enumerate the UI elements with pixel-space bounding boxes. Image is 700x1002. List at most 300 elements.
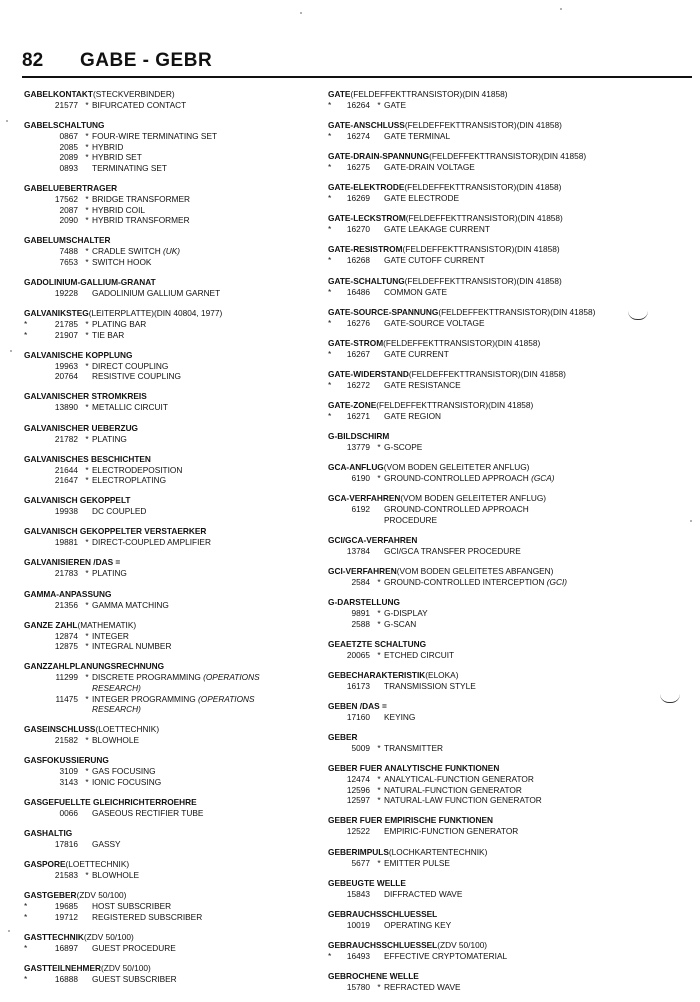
headword-text: GASTTEILNEHMER <box>24 963 101 974</box>
translation-row <box>328 287 658 298</box>
new-entry-mark <box>24 152 36 163</box>
translation-row <box>328 411 658 422</box>
new-entry-mark <box>24 475 36 486</box>
english-term: GCI/GCA TRANSFER PROCEDURE <box>384 545 521 556</box>
preferred-mark: * <box>377 981 381 992</box>
entry-headword <box>24 350 354 361</box>
preferred-mark: * <box>85 204 89 215</box>
entry-headword <box>24 932 354 943</box>
translation-row <box>24 100 354 111</box>
translation-row <box>328 712 658 723</box>
translation-row <box>24 215 354 226</box>
preferred-mark: * <box>377 774 381 785</box>
english-term: EFFECTIVE CRYPTOMATERIAL <box>384 950 508 961</box>
page-number: 82 <box>22 50 44 71</box>
translation-row <box>328 951 658 962</box>
entry-headword <box>328 847 658 858</box>
new-entry-mark: * <box>24 901 28 912</box>
new-entry-mark <box>24 735 36 746</box>
term-code: 21582 <box>54 735 78 746</box>
entry-headword <box>24 828 354 839</box>
headword-text: GALVANISIEREN /DAS = <box>24 557 121 568</box>
preferred-mark: * <box>85 776 89 787</box>
translation-row <box>328 224 658 235</box>
new-entry-mark <box>24 257 36 268</box>
translation-row <box>328 681 658 692</box>
preferred-mark: * <box>377 857 381 868</box>
headword-text: GEBEUGTE WELLE <box>328 877 406 888</box>
page-range-title: GABE - GEBR <box>80 50 213 71</box>
english-term: ELECTRODEPOSITION <box>92 464 183 475</box>
translation-row <box>24 361 354 372</box>
entry-headword <box>328 940 658 951</box>
preferred-mark: * <box>85 193 89 204</box>
translation-row <box>328 889 658 900</box>
translation-row <box>328 162 658 173</box>
new-entry-mark <box>24 777 36 788</box>
term-code: 16274 <box>346 131 370 142</box>
headword-text: GATE-ANSCHLUSS <box>328 120 405 131</box>
translation-row <box>328 826 658 837</box>
preferred-mark: * <box>85 246 89 257</box>
headword-text: GABELKONTAKT <box>24 89 93 99</box>
english-term: HYBRID SET <box>92 152 142 163</box>
english-term: GATE CURRENT <box>384 348 449 359</box>
headword-text: GANZZAHLPLANUNGSRECHNUNG <box>24 661 165 672</box>
english-term: ANALYTICAL-FUNCTION GENERATOR <box>384 774 534 785</box>
entry-headword <box>328 276 658 287</box>
dictionary-entry <box>24 724 354 746</box>
term-code: 16493 <box>346 950 370 961</box>
scan-speck <box>10 350 12 352</box>
english-term: ELECTROPLATING <box>92 475 167 486</box>
headword-qualifier: (FELDEFFEKTTRANSISTOR)(DIN 41858) <box>404 120 562 131</box>
preferred-mark: * <box>85 141 89 152</box>
entry-headword <box>24 620 354 631</box>
entry-headword <box>24 235 354 246</box>
english-term: G-DISPLAY <box>384 608 428 619</box>
new-entry-mark <box>24 288 36 299</box>
preferred-mark: * <box>377 649 381 660</box>
left-column <box>24 89 354 994</box>
headword-qualifier: (LOCHKARTENTECHNIK) <box>388 846 488 857</box>
term-code: 21644 <box>54 464 78 475</box>
term-code: 5009 <box>351 743 370 754</box>
term-code: 6190 <box>351 473 370 484</box>
term-code: 21782 <box>54 433 78 444</box>
dictionary-entry <box>328 120 658 142</box>
dictionary-entry <box>328 493 658 525</box>
english-term: HOST SUBSCRIBER <box>92 901 172 912</box>
headword-text: GCA-ANFLUG <box>328 462 384 473</box>
term-code: 21356 <box>54 599 78 610</box>
new-entry-mark: * <box>328 100 332 110</box>
translation-row <box>328 795 658 806</box>
preferred-mark <box>374 162 384 173</box>
english-term: BIFURCATED CONTACT <box>92 100 187 110</box>
dictionary-entry <box>328 701 658 723</box>
preferred-mark: * <box>85 766 89 777</box>
translation-row <box>24 672 354 693</box>
headword-text: GATE-WIDERSTAND <box>328 368 409 379</box>
preferred-mark <box>374 318 384 329</box>
new-entry-mark: * <box>24 942 28 953</box>
headword-text: GEBERIMPULS <box>328 846 389 857</box>
entry-headword <box>328 815 658 826</box>
dictionary-entry <box>328 307 658 329</box>
headword-text: GEBER <box>328 732 358 743</box>
translation-row <box>24 735 354 746</box>
term-code: 0893 <box>59 162 78 173</box>
entry-headword <box>24 890 354 901</box>
term-code: 12474 <box>346 774 370 785</box>
new-entry-mark: * <box>24 911 28 922</box>
new-entry-mark <box>24 194 36 205</box>
scan-speck <box>8 930 10 932</box>
translation-row <box>24 371 354 382</box>
new-entry-mark: * <box>24 974 28 985</box>
english-term: NATURAL-FUNCTION GENERATOR <box>384 784 522 795</box>
term-code: 13779 <box>346 442 370 453</box>
translation-row <box>24 402 354 413</box>
headword-qualifier: (FELDEFFEKTTRANSISTOR)(DIN 41858) <box>408 368 566 379</box>
new-entry-mark <box>24 631 36 642</box>
dictionary-entry <box>328 535 658 557</box>
scan-artifact <box>660 694 680 703</box>
new-entry-mark <box>328 473 340 484</box>
new-entry-mark: * <box>328 224 332 235</box>
dictionary-entry <box>328 639 658 661</box>
english-term: INTEGER PROGRAMMING (OPERATIONS RESEARCH) <box>92 693 255 715</box>
new-entry-mark <box>24 766 36 777</box>
dictionary-entry <box>24 557 354 579</box>
dictionary-entry <box>24 797 354 819</box>
entry-headword <box>328 701 658 712</box>
english-term: G-SCOPE <box>384 442 423 453</box>
right-column <box>328 89 658 1002</box>
entry-headword <box>328 89 658 100</box>
english-term: GATE CUTOFF CURRENT <box>384 255 485 266</box>
english-term: RESISTIVE COUPLING <box>92 371 181 382</box>
term-code: 12596 <box>346 784 370 795</box>
headword-text: GALVANIKSTEG <box>24 308 89 319</box>
term-code: 16888 <box>54 974 78 985</box>
entry-headword <box>24 963 354 974</box>
headword-text: GALVANISCHE KOPPLUNG <box>24 349 133 360</box>
term-code: 6192 <box>351 504 370 515</box>
preferred-mark <box>82 839 92 850</box>
english-term: REFRACTED WAVE <box>384 981 461 992</box>
translation-row <box>328 608 658 619</box>
english-term: TIE BAR <box>92 329 125 340</box>
headword-qualifier: (FELDEFFEKTTRANSISTOR)(DIN 41858) <box>383 337 541 348</box>
term-code: 19228 <box>54 287 78 298</box>
entry-headword <box>328 369 658 380</box>
english-term: COMMON GATE <box>384 286 447 297</box>
preferred-mark: * <box>85 131 89 142</box>
new-entry-mark <box>24 215 36 226</box>
term-code: 2087 <box>59 204 78 215</box>
headword-text: GEBRAUCHSSCHLUESSEL <box>328 939 438 950</box>
term-code: 7653 <box>59 256 78 267</box>
dictionary-entry <box>328 670 658 692</box>
new-entry-mark <box>24 142 36 153</box>
preferred-mark <box>374 349 384 360</box>
preferred-mark: * <box>377 784 381 795</box>
english-term: GATE RESISTANCE <box>384 379 461 390</box>
translation-row <box>24 319 354 330</box>
preferred-mark: * <box>377 795 381 806</box>
english-term: GROUND-CONTROLLED APPROACH PROCEDURE <box>384 504 529 525</box>
preferred-mark: * <box>85 433 89 444</box>
english-term: PLATING <box>92 433 127 444</box>
headword-text: GASGEFUELLTE GLEICHRICHTERROEHRE <box>24 797 197 807</box>
english-term: GATE-SOURCE VOLTAGE <box>384 317 485 328</box>
english-term: INTEGRAL NUMBER <box>92 641 172 652</box>
dictionary-entry <box>328 462 658 484</box>
translation-row <box>328 255 658 266</box>
dictionary-entry <box>328 89 658 111</box>
preferred-mark: * <box>85 464 89 475</box>
term-code: 17816 <box>54 839 78 850</box>
headword-text: GAMMA-ANPASSUNG <box>24 588 112 599</box>
english-term: NATURAL-LAW FUNCTION GENERATOR <box>384 795 542 806</box>
english-term: GROUND-CONTROLLED APPROACH (GCA) <box>384 473 555 484</box>
new-entry-mark: * <box>328 193 332 204</box>
translation-row <box>24 631 354 642</box>
term-code: 2584 <box>351 577 370 587</box>
term-code: 17562 <box>54 193 78 204</box>
translation-row <box>328 131 658 142</box>
entry-headword <box>328 244 658 255</box>
english-term: REGISTERED SUBSCRIBER <box>92 911 203 922</box>
english-term: GROUND-CONTROLLED INTERCEPTION (GCI) <box>384 577 568 587</box>
entry-headword <box>328 763 658 774</box>
entry-headword <box>328 639 658 650</box>
dictionary-entry <box>328 431 658 453</box>
new-entry-mark: * <box>328 286 332 297</box>
dictionary-entry <box>24 589 354 611</box>
headword-text: G-BILDSCHIRM <box>328 431 390 442</box>
scan-speck <box>690 520 692 522</box>
preferred-mark <box>374 712 384 723</box>
dictionary-entry <box>24 120 354 173</box>
preferred-mark <box>374 826 384 837</box>
preferred-mark <box>374 255 384 266</box>
entry-headword <box>24 661 354 672</box>
headword-text: GEBRAUCHSSCHLUESSEL <box>328 908 438 919</box>
headword-text: GASHALTIG <box>24 828 73 839</box>
entry-headword <box>328 535 658 546</box>
dictionary-entry <box>328 213 658 235</box>
dictionary-entry <box>328 276 658 298</box>
translation-row <box>24 600 354 611</box>
headword-qualifier: (ZDV 50/100) <box>83 931 134 942</box>
english-term: DIRECT-COUPLED AMPLIFIER <box>92 537 211 548</box>
dictionary-entry <box>328 971 658 993</box>
translation-row <box>24 205 354 216</box>
entry-headword <box>328 971 658 982</box>
term-code: 19963 <box>54 360 78 371</box>
new-entry-mark <box>24 641 36 652</box>
headword-qualifier: (FELDEFFEKTTRANSISTOR)(DIN 41858) <box>402 244 560 255</box>
entry-headword <box>24 589 354 600</box>
english-term: GAMMA MATCHING <box>92 599 169 610</box>
entry-headword <box>24 277 354 288</box>
preferred-mark <box>374 193 384 204</box>
new-entry-mark <box>24 694 36 715</box>
translation-row <box>328 619 658 630</box>
dictionary-entry <box>328 732 658 754</box>
translation-row <box>328 442 658 453</box>
term-code: 16897 <box>54 942 78 953</box>
term-code: 17160 <box>346 711 370 722</box>
dictionary-entry <box>328 182 658 204</box>
new-entry-mark <box>328 774 340 785</box>
entry-headword <box>24 724 354 735</box>
english-term: KEYING <box>384 711 416 722</box>
term-code: 0066 <box>59 808 78 818</box>
term-code: 12875 <box>54 641 78 652</box>
dictionary-entry <box>328 151 658 173</box>
headword-text: GABELUMSCHALTER <box>24 235 111 246</box>
preferred-mark <box>374 380 384 391</box>
dictionary-entry <box>24 89 354 111</box>
headword-text: GEAETZTE SCHALTUNG <box>328 638 427 649</box>
entry-headword <box>24 183 354 194</box>
headword-text: GABELSCHALTUNG <box>24 120 105 131</box>
preferred-mark: * <box>85 475 89 486</box>
term-code: 21907 <box>54 329 78 340</box>
headword-text: GATE-ELEKTRODE <box>328 182 405 193</box>
preferred-mark <box>82 371 92 382</box>
new-entry-mark: * <box>328 162 332 173</box>
translation-row <box>328 100 658 111</box>
preferred-mark <box>82 901 92 912</box>
translation-row <box>24 777 354 788</box>
term-code: 13784 <box>346 545 370 556</box>
term-code: 20764 <box>54 371 78 382</box>
entry-headword <box>24 557 354 568</box>
entry-headword <box>328 338 658 349</box>
term-code: 11475 <box>55 693 78 704</box>
translation-row <box>328 473 658 484</box>
entry-headword <box>328 400 658 411</box>
entry-headword <box>24 495 354 506</box>
preferred-mark: * <box>85 672 89 683</box>
translation-row <box>24 537 354 548</box>
headword-text: GCI-VERFAHREN <box>328 566 397 576</box>
entry-headword <box>328 307 658 318</box>
entry-headword <box>328 182 658 193</box>
translation-row <box>328 380 658 391</box>
new-entry-mark <box>328 920 340 931</box>
term-code: 2588 <box>351 618 370 629</box>
new-entry-mark <box>24 163 36 174</box>
headword-text: GEBEN /DAS = <box>328 700 387 711</box>
headword-text: GATE <box>328 89 351 99</box>
headword-text: GATE-SCHALTUNG <box>328 275 405 286</box>
headword-qualifier: (ELOKA) <box>425 669 459 680</box>
preferred-mark <box>82 506 92 517</box>
english-term: BRIDGE TRANSFORMER <box>92 193 191 204</box>
english-term: SWITCH HOOK <box>92 256 152 267</box>
english-term: BLOWHOLE <box>92 735 140 746</box>
entry-headword <box>24 308 354 319</box>
preferred-mark <box>82 974 92 985</box>
english-term: GATE TERMINAL <box>384 131 451 142</box>
english-term: DIFFRACTED WAVE <box>384 888 463 899</box>
headword-qualifier: (FELDEFFEKTTRANSISTOR)(DIN 41858) <box>429 151 587 162</box>
headword-text: GEBER FUER ANALYTISCHE FUNKTIONEN <box>328 763 500 774</box>
term-code: 13890 <box>54 402 78 413</box>
new-entry-mark <box>24 434 36 445</box>
dictionary-entry <box>24 620 354 652</box>
new-entry-mark <box>328 650 340 661</box>
english-term: HYBRID TRANSFORMER <box>92 215 190 226</box>
new-entry-mark: * <box>328 131 332 142</box>
translation-row <box>328 650 658 661</box>
headword-qualifier: (VOM BODEN GELEITETES ABFANGEN) <box>396 566 554 576</box>
new-entry-mark <box>328 743 340 754</box>
dictionary-entry <box>328 400 658 422</box>
dictionary-entry <box>328 815 658 837</box>
new-entry-mark <box>24 131 36 142</box>
entry-headword <box>328 597 658 608</box>
headword-text: GATE-DRAIN-SPANNUNG <box>328 151 430 162</box>
dictionary-entry <box>24 183 354 226</box>
preferred-mark: * <box>85 568 89 579</box>
dictionary-entry <box>328 763 658 806</box>
entry-headword <box>24 423 354 434</box>
new-entry-mark <box>328 619 340 630</box>
headword-text: GEBER FUER EMPIRISCHE FUNKTIONEN <box>328 815 494 826</box>
new-entry-mark <box>328 795 340 806</box>
translation-row <box>24 568 354 579</box>
english-term: GATE <box>384 100 406 110</box>
new-entry-mark <box>24 246 36 257</box>
translation-row <box>24 870 354 881</box>
dictionary-entry <box>328 244 658 266</box>
new-entry-mark <box>328 982 340 993</box>
dictionary-entry <box>24 859 354 881</box>
headword-text: GCA-VERFAHREN <box>328 493 401 504</box>
headword-qualifier: (ZDV 50/100) <box>100 963 151 974</box>
term-code: 12522 <box>346 826 370 837</box>
dictionary-entry <box>24 755 354 787</box>
dictionary-entry <box>24 235 354 267</box>
dictionary-entry <box>24 828 354 850</box>
translation-row <box>328 349 658 360</box>
new-entry-mark <box>328 546 340 557</box>
english-term: TRANSMISSION STYLE <box>384 680 476 691</box>
new-entry-mark <box>24 371 36 382</box>
new-entry-mark: * <box>24 319 28 330</box>
headword-qualifier: (FELDEFFEKTTRANSISTOR)(DIN 41858) <box>404 275 562 286</box>
headword-text: GASTTECHNIK <box>24 931 84 942</box>
headword-qualifier: (ZDV 50/100) <box>437 939 488 950</box>
english-term: PLATING <box>92 568 127 579</box>
dictionary-entry <box>328 369 658 391</box>
entry-headword <box>328 732 658 743</box>
term-code: 2090 <box>59 215 78 226</box>
translation-row <box>328 982 658 993</box>
term-code: 19685 <box>54 901 78 912</box>
preferred-mark: * <box>85 319 89 330</box>
preferred-mark: * <box>85 402 89 413</box>
headword-qualifier: (VOM BODEN GELEITETER ANFLUG) <box>383 462 530 473</box>
term-code: 16275 <box>346 162 370 173</box>
